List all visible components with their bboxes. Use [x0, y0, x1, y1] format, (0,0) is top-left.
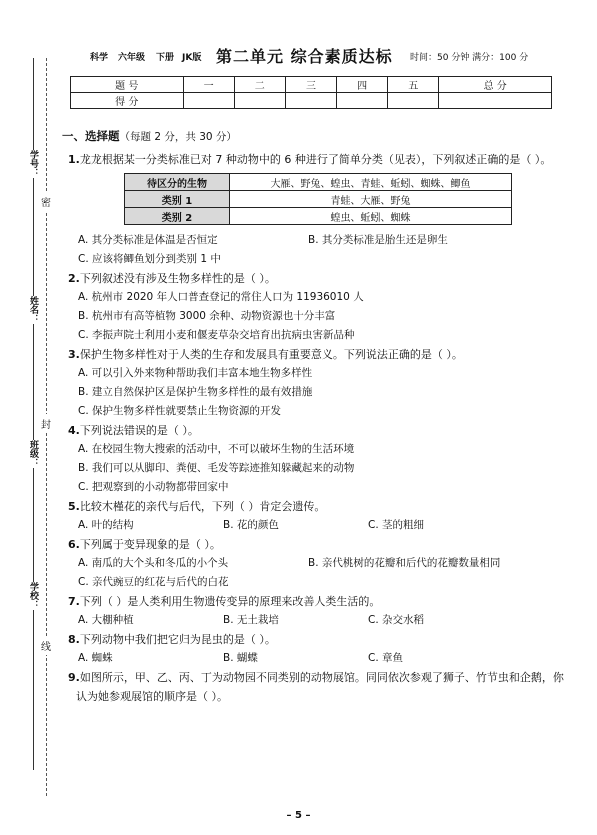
answer-option[interactable]: A. 杭州市 2020 年人口普查登记的常住人口为 11936010 人 [78, 291, 364, 303]
option-row [62, 611, 572, 630]
score-input-cell[interactable] [234, 93, 285, 109]
option-row [62, 573, 572, 592]
score-input-cell[interactable] [183, 93, 234, 109]
answer-option[interactable]: A. 叶的结构 [78, 519, 134, 531]
classification-value: 大雁、野兔、蝗虫、青蛙、蚯蚓、蜘蛛、鲫鱼 [230, 174, 512, 191]
option-row [62, 231, 572, 250]
question-text: 下列说法错误的是（ ）。 [79, 424, 199, 437]
question-item [62, 592, 572, 630]
answer-option[interactable]: B. 建立自然保护区是保护生物多样性的最有效措施 [78, 386, 313, 398]
score-cell: 五 [388, 77, 439, 93]
seal-char-feng: 封 [40, 414, 52, 433]
answer-option[interactable]: A. 在校园生物大搜索的活动中，不可以破坏生物的生活环境 [78, 443, 355, 455]
question-item [62, 269, 572, 345]
exam-time-score: 时间：50 分钟 满分：100 分 [410, 53, 529, 63]
question-number: 5. [68, 500, 80, 513]
student-id-label: 学号： [28, 150, 38, 177]
classification-label: 类别 2 [125, 208, 230, 225]
score-input-cell[interactable] [388, 93, 439, 109]
score-cell: 三 [285, 77, 336, 93]
question-number: 4. [68, 424, 80, 437]
question-item [62, 535, 572, 592]
question-text: 下列（ ）是人类利用生物遗传变异的原理来改善人类生活的。 [79, 595, 381, 608]
answer-option[interactable]: B. 亲代桃树的花瓣和后代的花瓣数量相同 [308, 557, 501, 569]
answer-option[interactable]: C. 李振声院士利用小麦和偃麦草杂交培育出抗病虫害新品种 [78, 329, 355, 341]
classification-label: 类别 1 [125, 191, 230, 208]
question-stem [62, 668, 572, 706]
score-cell: 题 号 [71, 77, 184, 93]
school-label: 学校： [28, 582, 38, 609]
school-line-lower [33, 610, 34, 770]
option-row [62, 440, 572, 459]
page-number: – 5 – [286, 810, 311, 821]
answer-option[interactable]: C. 亲代豌豆的红花与后代的白花 [78, 576, 229, 588]
seal-char-mi: 密 [40, 192, 52, 211]
section-heading [62, 128, 572, 144]
question-text: 比较木槿花的亲代与后代，下列（ ）肯定会遗传。 [79, 500, 326, 513]
answer-option[interactable]: B. 我们可以从脚印、粪便、毛发等踪迹推知躲藏起来的动物 [78, 462, 355, 474]
question-text: 下列属于变异现象的是（ ）。 [79, 538, 221, 551]
question-item [62, 150, 572, 269]
question-text: 龙龙根据某一分类标准已对 7 种动物中的 6 种进行了简单分类（见表），下列叙述正确的是（ ）。 [79, 153, 552, 166]
score-input-cell[interactable] [439, 93, 552, 109]
exam-header [90, 44, 570, 68]
classification-table [124, 173, 512, 225]
answer-option[interactable]: B. 无土栽培 [223, 614, 279, 626]
classification-row [125, 191, 512, 208]
answer-option[interactable]: B. 杭州市有高等植物 3000 余种、动物资源也十分丰富 [78, 310, 336, 322]
binding-margin [0, 0, 58, 835]
section-points: （每题 2 分，共 30 分） [119, 131, 237, 143]
name-line [33, 178, 34, 296]
score-cell: 一 [183, 77, 234, 93]
option-row [62, 250, 572, 269]
school-line [33, 468, 34, 582]
answer-option[interactable]: B. 其分类标准是胎生还是卵生 [308, 234, 448, 246]
question-number: 2. [68, 272, 80, 285]
classification-value: 青蛙、大雁、野兔 [230, 191, 512, 208]
option-row [62, 364, 572, 383]
question-stem [62, 630, 572, 649]
option-row [62, 383, 572, 402]
option-row [62, 326, 572, 345]
question-stem [62, 269, 572, 288]
answer-option[interactable]: A. 南瓜的大个头和冬瓜的小个头 [78, 557, 229, 569]
option-row [62, 554, 572, 573]
answer-option[interactable]: A. 其分类标准是体温是否恒定 [78, 234, 218, 246]
class-line [33, 324, 34, 440]
question-item [62, 421, 572, 497]
volume-label: 下册 [156, 53, 175, 63]
answer-option[interactable]: B. 花的颜色 [223, 519, 279, 531]
answer-option[interactable]: C. 应该将鲫鱼划分到类别 1 中 [78, 253, 221, 265]
option-row [62, 459, 572, 478]
score-cell: 得 分 [71, 93, 184, 109]
question-stem [62, 592, 572, 611]
score-cell: 总 分 [439, 77, 552, 93]
option-row [62, 478, 572, 497]
question-number: 3. [68, 348, 80, 361]
question-number: 1. [68, 153, 80, 166]
answer-option[interactable]: A. 蜘蛛 [78, 652, 113, 664]
option-row [62, 516, 572, 535]
class-label: 班级： [28, 440, 38, 467]
section-title: 一、选择题 [62, 129, 120, 143]
option-row [62, 307, 572, 326]
question-content [62, 128, 572, 706]
score-input-cell[interactable] [337, 93, 388, 109]
answer-option[interactable]: C. 保护生物多样性就要禁止生物资源的开发 [78, 405, 282, 417]
score-table [70, 76, 552, 109]
classification-value: 蝗虫、蚯蚓、蜘蛛 [230, 208, 512, 225]
classification-row [125, 174, 512, 191]
question-stem [62, 497, 572, 516]
question-text: 下列叙述没有涉及生物多样性的是（ ）。 [79, 272, 276, 285]
subject-label: 科学 [90, 53, 109, 63]
question-text: 保护生物多样性对于人类的生存和发展具有重要意义。下列说法正确的是（ ）。 [79, 348, 463, 361]
option-row [62, 288, 572, 307]
question-item [62, 497, 572, 535]
edition-label: JK版 [182, 53, 202, 63]
student-id-line [33, 58, 34, 150]
question-text: 如图所示，甲、乙、丙、丁为动物园不同类别的动物展馆。同同依次参观了狮子、竹节虫和企鹅，你认为她参观展馆的顺序是（ ）。 [76, 671, 564, 703]
score-table-score-row [71, 93, 552, 109]
seal-char-xian: 线 [40, 636, 52, 655]
classification-row [125, 208, 512, 225]
answer-option[interactable]: C. 杂交水稻 [368, 614, 425, 626]
score-table-header-row [71, 77, 552, 93]
page-title: 第二单元 综合素质达标 [216, 47, 393, 66]
classification-label: 待区分的生物 [125, 174, 230, 191]
question-list [62, 150, 572, 706]
score-cell: 四 [337, 77, 388, 93]
question-stem [62, 535, 572, 554]
question-stem [62, 421, 572, 440]
question-item [62, 668, 572, 706]
question-stem [62, 150, 572, 169]
question-stem [62, 345, 572, 364]
question-number: 9. [68, 671, 80, 684]
answer-option[interactable]: A. 大棚种植 [78, 614, 134, 626]
answer-option[interactable]: C. 把观察到的小动物都带回家中 [78, 481, 229, 493]
question-item [62, 630, 572, 668]
option-row [62, 402, 572, 421]
score-input-cell[interactable] [285, 93, 336, 109]
option-row [62, 649, 572, 668]
score-cell: 二 [234, 77, 285, 93]
answer-option[interactable]: C. 茎的粗细 [368, 519, 425, 531]
question-text: 下列动物中我们把它归为昆虫的是（ ）。 [79, 633, 276, 646]
answer-option[interactable]: A. 可以引入外来物种帮助我们丰富本地生物多样性 [78, 367, 313, 379]
answer-option[interactable]: B. 蝴蝶 [223, 652, 258, 664]
question-number: 8. [68, 633, 80, 646]
grade-label: 六年级 [118, 53, 146, 63]
question-number: 7. [68, 595, 80, 608]
question-number: 6. [68, 538, 80, 551]
question-item [62, 345, 572, 421]
answer-option[interactable]: C. 章鱼 [368, 652, 404, 664]
name-label: 姓名： [28, 296, 38, 323]
